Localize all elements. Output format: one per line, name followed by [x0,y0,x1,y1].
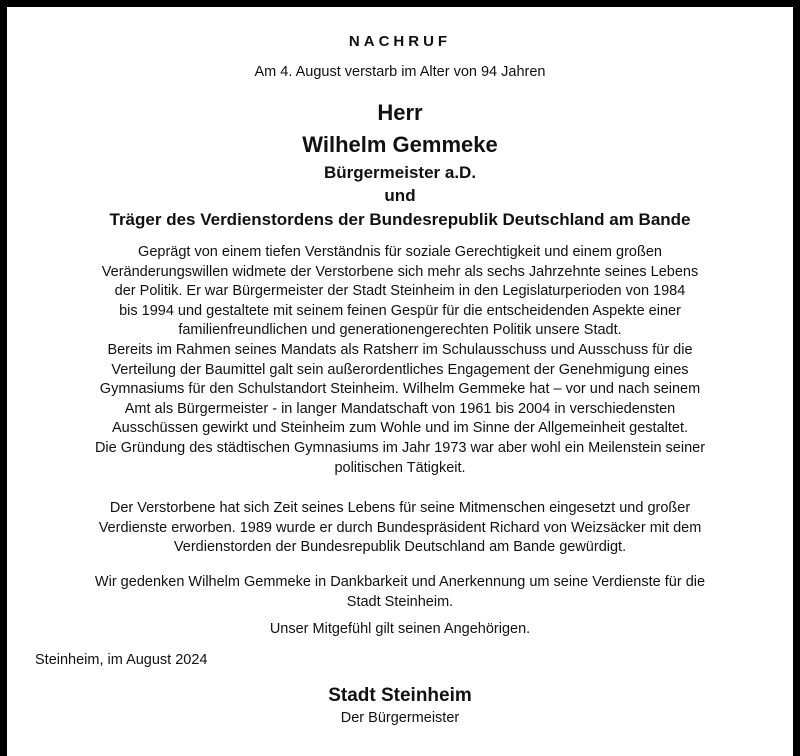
text-line: Veränderungswillen widmete der Verstorbene sich mehr als sechs Jahrzehnte seines Lebens [101,263,699,280]
award-title: Träger des Verdienstordens der Bundesrepublik Deutschland am Bande [109,210,691,229]
text-line: der Politik. Er war Bürgermeister der Stadt Steinheim in den Legislaturperioden von 1984 [114,283,686,300]
text-line: Gymnasiums für den Schulstandort Steinheim. Wilhelm Gemmeke hat – vor und nach seinem [99,381,701,398]
text-line: familienfreundlichen und generationengerechten Politik unsere Stadt. [178,322,622,339]
text-line: Ausschüssen gewirkt und Steinheim zum Wohle und im Sinne der Allgemeinheit gestaltet. [111,420,688,437]
text-line: Die Gründung des städtischen Gymnasiums im Jahr 1973 war aber wohl ein Meilenstein seiner [94,439,706,456]
text-line: Geprägt von einem tiefen Verständnis für soziale Gerechtigkeit und einem großen [138,244,662,260]
text-line: Stadt Steinheim. [346,593,454,610]
text-line: politischen Tätigkeit. [334,459,466,476]
text-line: Wir gedenken Wilhelm Gemmeke in Dankbarkeit und Anerkennung um seine Verdienste für die [94,574,706,590]
text-line: bis 1994 und gestaltete mit seinem feinen Gespür für die entscheidenden Aspekte einer [119,302,681,319]
paragraph-biography [7,243,793,478]
text-line: Amt als Bürgermeister - in langer Mandatschaft von 1961 bis 2004 in verschiedensten [124,400,676,417]
text-line: Der Verstorbene hat sich Zeit seines Lebens für seine Mitmenschen eingesetzt und großer [109,500,691,516]
intro-line: Am 4. August verstarb im Alter von 94 Jahren [254,64,546,80]
salutation: Herr [377,100,423,125]
heading: NACHRUF [348,33,452,50]
obituary-notice [7,7,793,756]
text-line: Verdienstorden der Bundesrepublik Deutschland am Bande gewürdigt. [173,539,627,556]
text-line: Verdienste erworben. 1989 wurde er durch Bundespräsident Richard von Weizsäcker mit dem [98,519,702,536]
conjunction: und [384,186,416,205]
paragraph-merits [7,499,793,558]
deceased-role: Bürgermeister a.D. [323,163,477,182]
place-date: Steinheim, im August 2024 [35,652,208,668]
condolence-line: Unser Mitgefühl gilt seinen Angehörigen. [269,621,531,637]
deceased-name: Wilhelm Gemmeke [302,132,498,157]
paragraph-remembrance [7,573,793,612]
text-line: Bereits im Rahmen seines Mandats als Ratsherr im Schulausschuss und Ausschuss für die [107,341,693,358]
signature-role: Der Bürgermeister [340,710,460,726]
signature: Stadt Steinheim [328,685,472,706]
text-line: Verteilung der Baumittel galt sein außerordentliches Engagement der Genehmigung eines [111,361,689,378]
